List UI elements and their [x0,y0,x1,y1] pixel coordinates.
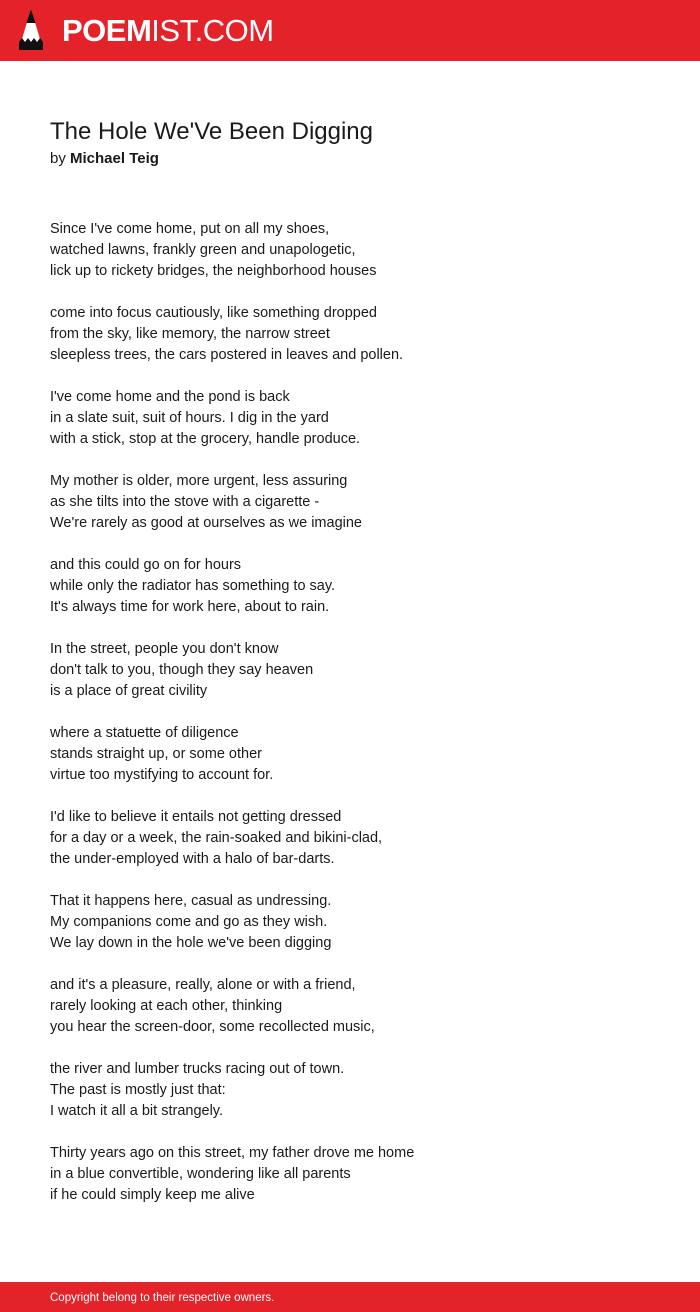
poem-line: don't talk to you, though they say heaven [50,662,314,678]
poem-line: That it happens here, casual as undressing. [50,893,332,909]
site-header [0,0,700,61]
poem-line: It's always time for work here, about to rain. [50,599,330,615]
poem-line: virtue too mystifying to account for. [50,767,274,783]
poem-line: you hear the screen-door, some recollected music, [50,1019,375,1035]
poem-line: I watch it all a bit strangely. [50,1103,224,1119]
poem-line: from the sky, like memory, the narrow street [50,326,330,342]
poem-title: The Hole We'Ve Been Digging [50,118,374,145]
poem-line: I've come home and the pond is back [50,389,290,405]
poem-line: I'd like to believe it entails not getting dressed [50,809,342,825]
poem-line: rarely looking at each other, thinking [50,998,283,1014]
poem-line: sleepless trees, the cars postered in leaves and pollen. [50,347,404,363]
stanza [50,387,670,450]
poem-line: in a slate suit, suit of hours. I dig in the yard [50,410,329,426]
poem-line: The past is mostly just that: [50,1082,226,1098]
author-name: Michael Teig [70,150,159,167]
poem-line: as she tilts into the stove with a cigarette - [50,494,320,510]
poem-line: in a blue convertible, wondering like all parents [50,1166,351,1182]
by-label: by [50,150,66,167]
poem-body [50,219,670,1227]
poem-line: come into focus cautiously, like something dropped [50,305,377,321]
poem-line: In the street, people you don't know [50,641,279,657]
poem-line: My mother is older, more urgent, less assuring [50,473,348,489]
stanza [50,807,670,870]
logo-light-text: IST.COM [151,13,274,48]
poem-line: watched lawns, frankly green and unapologetic, [50,242,356,258]
poem-line: is a place of great civility [50,683,208,699]
poem-line: the river and lumber trucks racing out of town. [50,1061,345,1077]
stanza [50,975,670,1038]
poem-line: Since I've come home, put on all my shoes, [50,221,330,237]
pencil-tip-icon[interactable] [16,8,46,52]
poem-line: if he could simply keep me alive [50,1187,255,1203]
byline [50,148,159,170]
stanza [50,303,670,366]
poem-line: lick up to rickety bridges, the neighborhood houses [50,263,377,279]
poem-line: and this could go on for hours [50,557,242,573]
poem-line: and it's a pleasure, really, alone or with a friend, [50,977,356,993]
poem-line: We're rarely as good at ourselves as we imagine [50,515,362,531]
stanza [50,639,670,702]
poem-line: with a stick, stop at the grocery, handle produce. [50,431,361,447]
stanza [50,1059,670,1122]
poem-line: while only the radiator has something to say. [50,578,336,594]
logo-bold-text: POEM [62,13,152,48]
poem-line: the under-employed with a halo of bar-darts. [50,851,335,867]
stanza [50,1143,670,1206]
site-logo[interactable] [62,11,274,51]
poem-line: stands straight up, or some other [50,746,262,762]
poem-line: My companions come and go as they wish. [50,914,328,930]
site-footer [0,1282,700,1312]
poem-line: for a day or a week, the rain-soaked and bikini-clad, [50,830,383,846]
stanza [50,471,670,534]
poem-line: where a statuette of diligence [50,725,239,741]
stanza [50,555,670,618]
copyright-notice: Copyright belong to their respective owners. [50,1292,275,1304]
stanza [50,219,670,282]
poem-line: Thirty years ago on this street, my father drove me home [50,1145,415,1161]
stanza [50,723,670,786]
poem-line: We lay down in the hole we've been digging [50,935,332,951]
stanza [50,891,670,954]
